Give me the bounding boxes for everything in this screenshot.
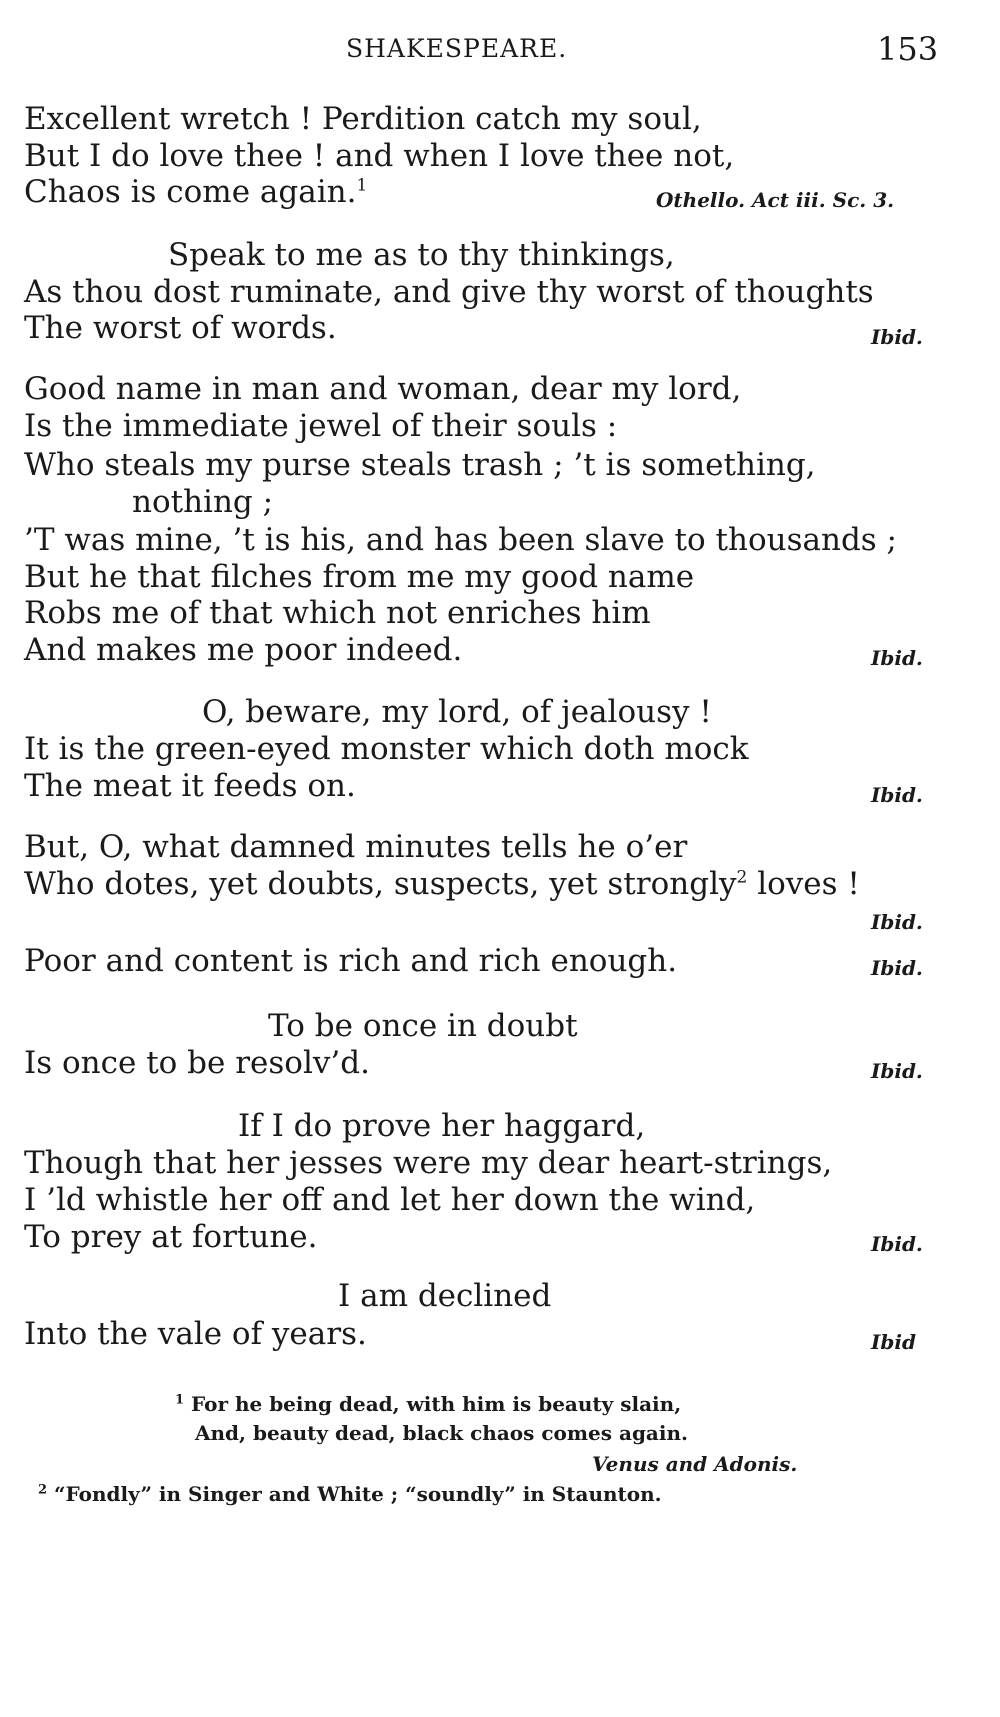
verse-line: ’T was mine, ’t is his, and has been slave to thousands ;	[24, 522, 897, 558]
verse-line: Robs me of that which not enriches him	[24, 595, 651, 631]
citation: Ibid.	[871, 646, 923, 670]
footnote-line	[38, 1484, 662, 1504]
verse-line: O, beware, my lord, of jealousy !	[202, 694, 712, 730]
citation: Ibid.	[871, 910, 923, 934]
verse-line: The worst of words.	[24, 310, 337, 346]
verse-line: Speak to me as to thy thinkings,	[168, 237, 675, 273]
citation: Ibid.	[871, 1059, 923, 1083]
verse-line: Into the vale of years.	[24, 1316, 367, 1352]
footnote-line	[175, 1394, 681, 1414]
verse-line-text: loves !	[747, 866, 860, 902]
verse-line: Excellent wretch ! Perdition catch my soul,	[24, 101, 702, 137]
footnote-ref: 2	[736, 867, 748, 888]
footnote-ref: 1	[356, 175, 368, 196]
footnote-marker: 2	[38, 1482, 48, 1498]
citation: Ibid.	[871, 325, 923, 349]
verse-line: As thou dost ruminate, and give thy worst of thoughts	[24, 274, 874, 310]
verse-line-text: Chaos is come again.	[24, 174, 357, 210]
verse-line: nothing ;	[132, 484, 274, 520]
verse-line: Is once to be resolv’d.	[24, 1045, 370, 1081]
verse-line: Who steals my purse steals trash ; ’t is something,	[24, 447, 816, 483]
footnote-citation: Venus and Adonis.	[592, 1452, 798, 1476]
verse-line: Is the immediate jewel of their souls :	[24, 408, 618, 444]
citation: Othello. Act iii. Sc. 3.	[656, 188, 895, 212]
running-title: SHAKESPEARE.	[346, 34, 568, 63]
verse-line	[24, 866, 860, 902]
footnote-line: And, beauty dead, black chaos comes again.	[195, 1421, 688, 1445]
verse-line: Good name in man and woman, dear my lord,	[24, 371, 742, 407]
verse-line: But I do love thee ! and when I love thee not,	[24, 138, 735, 174]
verse-line: But he that filches from me my good name	[24, 559, 695, 595]
citation: Ibid	[871, 1330, 916, 1354]
citation: Ibid.	[871, 783, 923, 807]
verse-line	[24, 174, 368, 210]
verse-line: To be once in doubt	[268, 1008, 578, 1044]
page-header	[0, 30, 1000, 70]
citation: Ibid.	[871, 956, 923, 980]
page-number: 153	[877, 30, 939, 68]
citation: Ibid.	[871, 1232, 923, 1256]
verse-line: But, O, what damned minutes tells he o’er	[24, 829, 688, 865]
verse-line: And makes me poor indeed.	[24, 632, 463, 668]
verse-line-text: Who dotes, yet doubts, suspects, yet strongly	[24, 866, 737, 902]
verse-line: Poor and content is rich and rich enough.	[24, 943, 678, 979]
footnote-marker: 1	[175, 1392, 185, 1408]
verse-line: Though that her jesses were my dear heart-strings,	[24, 1145, 833, 1181]
footnote-text: “Fondly” in Singer and White ; “soundly” in Staunton.	[54, 1482, 662, 1506]
verse-line: It is the green-eyed monster which doth mock	[24, 731, 749, 767]
verse-line: I am declined	[338, 1278, 552, 1314]
verse-line: I ’ld whistle her off and let her down the wind,	[24, 1182, 756, 1218]
verse-line: To prey at fortune.	[24, 1219, 318, 1255]
verse-line: If I do prove her haggard,	[238, 1108, 646, 1144]
footnote-text: For he being dead, with him is beauty slain,	[191, 1392, 682, 1416]
verse-line: The meat it feeds on.	[24, 768, 356, 804]
